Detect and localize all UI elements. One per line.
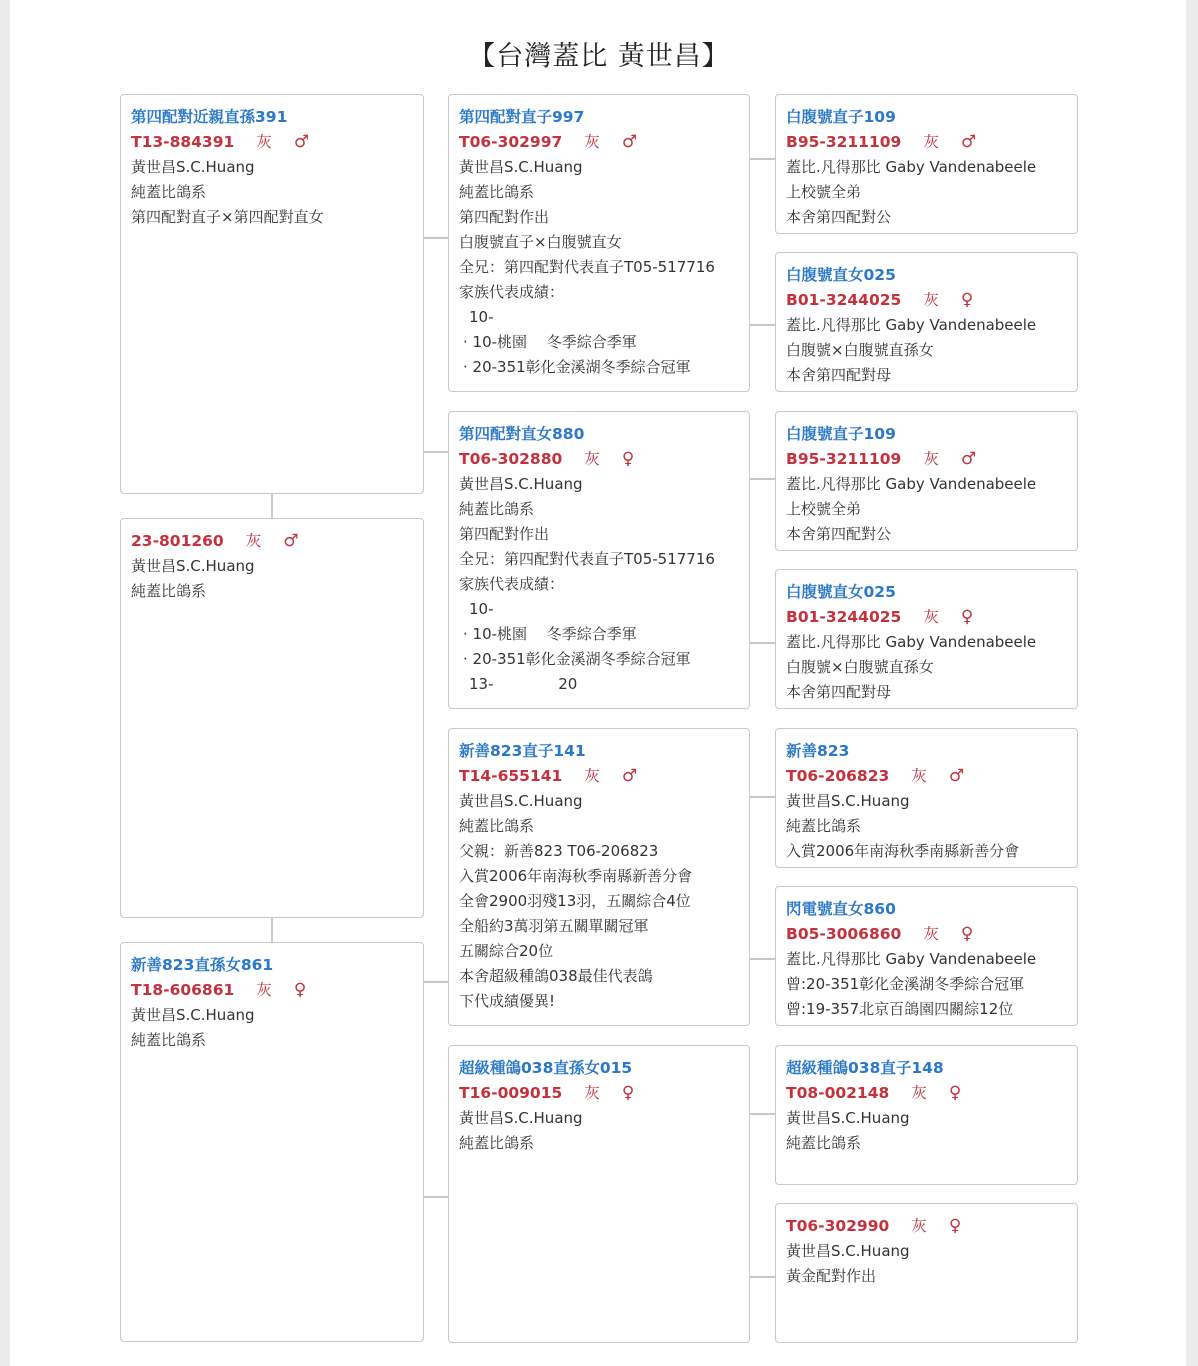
pedigree-card-self (120, 518, 424, 918)
bird-name: 超級種鴿038直子148 (786, 1059, 944, 1077)
connector-line (749, 1113, 775, 1115)
ring-number-row (459, 130, 739, 155)
bird-name: 第四配對近親直孫391 (131, 108, 288, 126)
info-line: 白腹號×白腹號直孫女 (786, 658, 934, 676)
pedigree-card-sire-dam (448, 411, 750, 709)
info-line: 10- (469, 308, 494, 326)
ring-number-row (786, 1081, 1067, 1106)
color-label: 灰 (923, 291, 939, 309)
info-line: 第四配對作出 (459, 208, 550, 226)
info-line: 純蓋比鴿系 (786, 1134, 862, 1152)
color-label: 灰 (256, 133, 272, 151)
female-icon: ♀ (960, 924, 974, 944)
info-line: 曾:20-351彰化金溪湖冬季綜合冠軍 (786, 975, 1025, 993)
pedigree-card-dam (120, 942, 424, 1342)
info-line: 本舍第四配對公 (786, 208, 892, 226)
female-icon: ♀ (960, 607, 974, 627)
male-icon: ♂ (283, 531, 299, 551)
connector-line (271, 492, 273, 519)
info-line: 家族代表成績： (459, 575, 565, 593)
pedigree-card-gen3-6 (775, 886, 1078, 1026)
info-line: 純蓋比鴿系 (459, 817, 535, 835)
info-line: 家族代表成績： (459, 283, 565, 301)
pedigree-card-dam-dam (448, 1045, 750, 1343)
info-line: 蓋比.凡得那比 Gaby Vandenabeele (786, 633, 1037, 651)
info-line: · 10-桃園 冬季綜合季軍 (463, 333, 637, 351)
color-label: 灰 (911, 1084, 927, 1102)
pedigree-card-gen3-5 (775, 728, 1078, 868)
pedigree-card-dam-sire (448, 728, 750, 1026)
info-line: 入賞2006年南海秋季南縣新善分會 (786, 842, 1020, 860)
color-label: 灰 (584, 767, 600, 785)
info-line: 全會2900羽殘13羽，五關綜合4位 (459, 892, 691, 910)
info-line: 蓋比.凡得那比 Gaby Vandenabeele (786, 158, 1037, 176)
bird-name: 第四配對直女880 (459, 425, 585, 443)
ring-number-row (459, 764, 739, 789)
info-line: 入賞2006年南海秋季南縣新善分會 (459, 867, 693, 885)
connector-line (749, 478, 775, 480)
info-line: · 20-351彰化金溪湖冬季綜合冠軍 (463, 358, 691, 376)
connector-line (749, 642, 775, 644)
info-line: 黃世昌S.C.Huang (131, 1006, 255, 1024)
info-line: 第四配對作出 (459, 525, 550, 543)
info-line: 白腹號直子×白腹號直女 (459, 233, 622, 251)
info-line: 黃世昌S.C.Huang (131, 158, 255, 176)
bird-name: 新善823 (786, 742, 850, 760)
ring-number: T06-302880 (459, 450, 563, 468)
female-icon: ♀ (621, 1083, 635, 1103)
pedigree-card-gen3-1 (775, 94, 1078, 234)
pedigree-card-sire-sire (448, 94, 750, 392)
bird-name: 第四配對直子997 (459, 108, 585, 126)
bird-name: 白腹號直子109 (786, 425, 896, 443)
page-title: 【台灣蓋比 黃世昌】 (468, 41, 730, 72)
info-line: 曾:19-357北京百鴿園四關綜12位 (786, 1000, 1014, 1018)
info-line: 本舍第四配對母 (786, 366, 892, 384)
color-label: 灰 (923, 608, 939, 626)
color-label: 灰 (923, 450, 939, 468)
male-icon: ♂ (948, 766, 965, 786)
pedigree-card-gen3-3 (775, 411, 1078, 551)
male-icon: ♂ (621, 132, 638, 152)
male-icon: ♂ (960, 132, 977, 152)
connector-line (423, 981, 448, 983)
info-line: 本舍第四配對母 (786, 683, 892, 701)
ring-number-row (459, 1081, 739, 1106)
info-line: 全船約3萬羽第五關單關冠軍 (459, 917, 649, 935)
info-line: 上校號全弟 (786, 183, 862, 201)
color-label: 灰 (911, 1217, 927, 1235)
ring-number-row (786, 288, 1067, 313)
color-label: 灰 (256, 981, 272, 999)
info-line: 黃世昌S.C.Huang (459, 1109, 583, 1127)
info-line: 蓋比.凡得那比 Gaby Vandenabeele (786, 950, 1037, 968)
connector-line (423, 1196, 448, 1198)
bird-name: 新善823直子141 (459, 742, 586, 760)
female-icon: ♀ (621, 449, 635, 469)
ring-number: T08-002148 (786, 1084, 890, 1102)
info-line: 全兄：第四配對代表直子T05-517716 (459, 550, 715, 568)
bird-name: 超級種鴿038直孫女015 (459, 1059, 633, 1077)
pedigree-card-gen3-7 (775, 1045, 1078, 1185)
pedigree-card-gen3-4 (775, 569, 1078, 709)
bird-name: 閃電號直女860 (786, 900, 896, 918)
info-line: 第四配對直子×第四配對直女 (131, 208, 324, 226)
info-line: · 20-351彰化金溪湖冬季綜合冠軍 (463, 650, 691, 668)
info-line: 黃世昌S.C.Huang (131, 557, 255, 575)
ring-number-row (786, 922, 1067, 947)
ring-number-row (459, 447, 739, 472)
connector-line (423, 451, 448, 453)
bird-name: 新善823直孫女861 (131, 956, 274, 974)
info-line: 13- 20 (469, 675, 578, 693)
ring-number-row (786, 447, 1067, 472)
female-icon: ♀ (948, 1216, 962, 1236)
info-line: 黃世昌S.C.Huang (459, 158, 583, 176)
color-label: 灰 (245, 532, 262, 550)
ring-number-row (131, 130, 413, 155)
bird-name: 白腹號直女025 (786, 266, 896, 284)
info-line: 白腹號×白腹號直孫女 (786, 341, 934, 359)
info-line: · 10-桃園 冬季綜合季軍 (463, 625, 637, 643)
color-label: 灰 (923, 925, 939, 943)
ring-number-row (786, 764, 1067, 789)
color-label: 灰 (584, 1084, 600, 1102)
male-icon: ♂ (960, 449, 977, 469)
ring-number: T13-884391 (131, 133, 235, 151)
connector-line (749, 158, 775, 160)
info-line: 本舍第四配對公 (786, 525, 892, 543)
ring-number: B01-3244025 (786, 608, 902, 626)
bird-name: 白腹號直女025 (786, 583, 896, 601)
ring-number: T16-009015 (459, 1084, 563, 1102)
ring-number-row (131, 529, 413, 554)
info-line: 黃世昌S.C.Huang (786, 792, 910, 810)
female-icon: ♀ (960, 290, 974, 310)
info-line: 純蓋比鴿系 (131, 582, 207, 600)
female-icon: ♀ (293, 980, 307, 1000)
info-line: 五關綜合20位 (459, 942, 554, 960)
info-line: 父親：新善823 T06-206823 (459, 842, 659, 860)
info-line: 蓋比.凡得那比 Gaby Vandenabeele (786, 316, 1037, 334)
ring-number-row (131, 978, 413, 1003)
info-line: 純蓋比鴿系 (131, 1031, 207, 1049)
pedigree-card-gen3-8 (775, 1203, 1078, 1343)
male-icon: ♂ (293, 132, 310, 152)
pedigree-card-sire (120, 94, 424, 494)
ring-number: T06-302997 (459, 133, 563, 151)
ring-number: 23-801260 (131, 532, 224, 550)
color-label: 灰 (923, 133, 939, 151)
connector-line (749, 958, 775, 960)
connector-line (423, 237, 448, 239)
ring-number: B01-3244025 (786, 291, 902, 309)
info-line: 蓋比.凡得那比 Gaby Vandenabeele (786, 475, 1037, 493)
info-line: 黃世昌S.C.Huang (786, 1109, 910, 1127)
connector-line (749, 324, 775, 326)
ring-number: B95-3211109 (786, 133, 902, 151)
info-line: 下代成績優異! (459, 992, 556, 1010)
ring-number: T06-206823 (786, 767, 890, 785)
ring-number-row (786, 1214, 1067, 1239)
female-icon: ♀ (948, 1083, 962, 1103)
color-label: 灰 (584, 133, 600, 151)
info-line: 黃世昌S.C.Huang (459, 792, 583, 810)
pedigree-card-gen3-2 (775, 252, 1078, 392)
color-label: 灰 (584, 450, 600, 468)
info-line: 全兄：第四配對代表直子T05-517716 (459, 258, 715, 276)
info-line: 上校號全弟 (786, 500, 862, 518)
info-line: 純蓋比鴿系 (459, 1134, 535, 1152)
ring-number-row (786, 605, 1067, 630)
connector-line (271, 916, 273, 943)
connector-line (749, 796, 775, 798)
ring-number: T14-655141 (459, 767, 563, 785)
bird-name: 白腹號直子109 (786, 108, 896, 126)
male-icon: ♂ (621, 766, 638, 786)
color-label: 灰 (911, 767, 927, 785)
connector-line (749, 1276, 775, 1278)
info-line: 黃金配對作出 (786, 1267, 877, 1285)
ring-number: B95-3211109 (786, 450, 902, 468)
info-line: 黃世昌S.C.Huang (459, 475, 583, 493)
info-line: 純蓋比鴿系 (459, 183, 535, 201)
ring-number: B05-3006860 (786, 925, 902, 943)
info-line: 黃世昌S.C.Huang (786, 1242, 910, 1260)
info-line: 本舍超級種鴿038最佳代表鴿 (459, 967, 653, 985)
ring-number-row (786, 130, 1067, 155)
info-line: 純蓋比鴿系 (786, 817, 862, 835)
info-line: 純蓋比鴿系 (131, 183, 207, 201)
info-line: 10- (469, 600, 494, 618)
info-line: 純蓋比鴿系 (459, 500, 535, 518)
ring-number: T18-606861 (131, 981, 235, 999)
ring-number: T06-302990 (786, 1217, 890, 1235)
